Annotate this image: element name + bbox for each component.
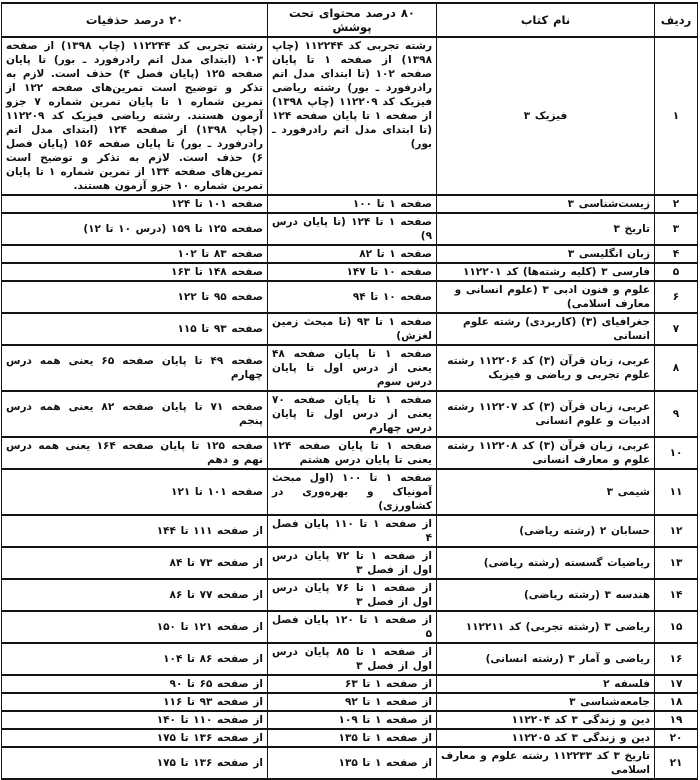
covered-content-cell: صفحه ۱ تا ۱۰۰	[268, 195, 437, 213]
deleted-content-cell: صفحه ۱۴۸ تا ۱۶۳	[2, 263, 268, 281]
book-name-cell: فلسفه ۲	[437, 675, 655, 693]
deleted-content-cell: صفحه ۱۰۱ تا ۱۲۴	[2, 195, 268, 213]
table-header-row	[2, 3, 698, 37]
deleted-content-cell: صفحه ۱۲۵ تا پایان صفحه ۱۶۴ یعنی همه درس نهم و دهم	[2, 437, 268, 469]
book-name-cell: شیمی ۳	[437, 469, 655, 515]
book-name-cell: عربی، زبان قرآن (۳) کد ۱۱۲۲۰۶ رشته علوم تجربی و ریاضی و فیزیک	[437, 345, 655, 391]
book-name-cell: زیست‌شناسی ۳	[437, 195, 655, 213]
deleted-content-cell: صفحه ۱۲۵ تا ۱۵۹ (درس ۱۰ تا ۱۲)	[2, 213, 268, 245]
covered-content-cell: صفحه ۱ تا پایان صفحه ۴۸ یعنی از درس اول تا پایان درس سوم	[268, 345, 437, 391]
covered-content-cell: صفحه ۱ تا ۸۲	[268, 245, 437, 263]
table-row	[2, 281, 698, 313]
row-number-cell: ۸	[655, 345, 698, 391]
row-number-cell: ۵	[655, 263, 698, 281]
deleted-content-cell: از صفحه ۱۱۰ تا ۱۴۰	[2, 711, 268, 729]
book-name-cell: فیزیک ۳	[437, 37, 655, 195]
table-row	[2, 515, 698, 547]
row-number-cell: ۳	[655, 213, 698, 245]
book-name-cell: جامعه‌شناسی ۳	[437, 693, 655, 711]
table-row	[2, 37, 698, 195]
table-row	[2, 747, 698, 779]
covered-content-cell: صفحه ۱ تا ۱۲۴ (تا پایان درس ۹)	[268, 213, 437, 245]
covered-content-cell: از صفحه ۱ تا ۱۲۰ پایان فصل ۵	[268, 611, 437, 643]
deleted-content-cell: رشته تجربی کد ۱۱۲۲۴۴ (چاپ ۱۳۹۸) از صفحه ۱۰۳ (ابتدای مدل اتم رادرفورد ـ بور) تا پایان صفحه ۱۲۵ (پایان فصل ۴) حذف است. لازم به تذکر و توضیح است تمرین‌های صفحه ۱۲۲ از تمرین شماره ۱ تا پایان تمرین شماره ۷ جزو آزمون هستند. رشته ریاضی فیزیک کد ۱۱۲۲۰۹ (چاپ ۱۳۹۸) از صفحه ۱۲۴ (ابتدای مدل اتم رادرفورد ـ بور) تا پایان صفحه ۱۵۶ (پایان فصل ۶) حذف است. لازم به تذکر و توضیح است تمرین‌های صفحه ۱۳۴ از تمرین شماره ۱ تا پایان تمرین شماره ۱۰ جزو آزمون هستند.	[2, 37, 268, 195]
covered-content-cell: صفحه ۱ تا پایان صفحه ۷۰ یعنی از درس اول تا پایان درس چهارم	[268, 391, 437, 437]
deleted-content-cell: از صفحه ۱۳۶ تا ۱۷۵	[2, 747, 268, 779]
covered-content-cell: صفحه ۱۰ تا ۱۴۷	[268, 263, 437, 281]
table-row	[2, 693, 698, 711]
table-row	[2, 313, 698, 345]
table-row	[2, 675, 698, 693]
row-number-cell: ۱۲	[655, 515, 698, 547]
row-number-cell: ۱۸	[655, 693, 698, 711]
table-row	[2, 391, 698, 437]
book-name-cell: حسابان ۲ (رشته ریاضی)	[437, 515, 655, 547]
deleted-content-cell: صفحه ۷۱ تا پایان صفحه ۸۲ یعنی همه درس پنجم	[2, 391, 268, 437]
covered-content-cell: از صفحه ۱ تا ۹۲	[268, 693, 437, 711]
book-name-cell: تاریخ ۳ کد ۱۱۲۲۳۳ رشته علوم و معارف اسلامی	[437, 747, 655, 779]
book-name-cell: دین و زندگی ۳ کد ۱۱۲۲۰۴	[437, 711, 655, 729]
deleted-content-cell: از صفحه ۱۲۱ تا ۱۵۰	[2, 611, 268, 643]
deleted-content-cell: از صفحه ۷۷ تا ۸۶	[2, 579, 268, 611]
table-row	[2, 213, 698, 245]
table-row	[2, 711, 698, 729]
row-number-cell: ۲	[655, 195, 698, 213]
book-name-cell: ریاضی ۳ (رشته تجربی) کد ۱۱۲۲۱۱	[437, 611, 655, 643]
header-deleted-content: ۲۰ درصد حذفیات	[2, 3, 268, 37]
covered-content-cell: صفحه ۱ تا ۹۳ (تا مبحث زمین لغزش)	[268, 313, 437, 345]
deleted-content-cell: صفحه ۴۹ تا پایان صفحه ۶۵ یعنی همه درس چهارم	[2, 345, 268, 391]
row-number-cell: ۷	[655, 313, 698, 345]
table-body	[2, 37, 698, 779]
row-number-cell: ۱۳	[655, 547, 698, 579]
book-name-cell: علوم و فنون ادبی ۳ (علوم انسانی و معارف اسلامی)	[437, 281, 655, 313]
deleted-content-cell: از صفحه ۸۶ تا ۱۰۴	[2, 643, 268, 675]
covered-content-cell: از صفحه ۱ تا ۶۳	[268, 675, 437, 693]
covered-content-cell: صفحه ۱ تا ۱۰۰ (اول مبحث آمونیاک و بهره‌وری در کشاورزی)	[268, 469, 437, 515]
covered-content-cell: صفحه ۱ تا پایان صفحه ۱۲۴ یعنی تا پایان درس هشتم	[268, 437, 437, 469]
row-number-cell: ۶	[655, 281, 698, 313]
covered-content-cell: از صفحه ۱ تا ۱۳۵	[268, 747, 437, 779]
covered-content-cell: از صفحه ۱ تا ۱۰۹	[268, 711, 437, 729]
table-row	[2, 245, 698, 263]
row-number-cell: ۱۵	[655, 611, 698, 643]
row-number-cell: ۲۰	[655, 729, 698, 747]
book-name-cell: جغرافیای (۳) (کاربردی) رشته علوم انسانی	[437, 313, 655, 345]
book-name-cell: عربی، زبان قرآن (۳) کد ۱۱۲۲۰۸ رشته علوم و معارف انسانی	[437, 437, 655, 469]
covered-content-cell: صفحه ۱۰ تا ۹۴	[268, 281, 437, 313]
table-row	[2, 729, 698, 747]
table-row	[2, 469, 698, 515]
covered-content-cell: رشته تجربی کد ۱۱۲۲۴۴ (چاپ ۱۳۹۸) از صفحه ۱ تا پایان صفحه ۱۰۲ (تا ابتدای مدل اتم رادرفورد ـ بور) رشته ریاضی فیزیک کد ۱۱۲۲۰۹ (چاپ ۱۳۹۸) از صفحه ۱ تا پایان صفحه ۱۲۴ (تا ابتدای مدل اتم رادرفورد ـ بور)	[268, 37, 437, 195]
deleted-content-cell: از صفحه ۹۳ تا ۱۱۶	[2, 693, 268, 711]
table-row	[2, 579, 698, 611]
row-number-cell: ۲۱	[655, 747, 698, 779]
table-row	[2, 437, 698, 469]
book-name-cell: ریاضیات گسسته (رشته ریاضی)	[437, 547, 655, 579]
header-row-number: ردیف	[655, 3, 698, 37]
row-number-cell: ۱۰	[655, 437, 698, 469]
coverage-table	[1, 2, 698, 780]
deleted-content-cell: از صفحه ۷۳ تا ۸۴	[2, 547, 268, 579]
deleted-content-cell: صفحه ۹۵ تا ۱۲۲	[2, 281, 268, 313]
deleted-content-cell: از صفحه ۱۳۶ تا ۱۷۵	[2, 729, 268, 747]
book-name-cell: ریاضی و آمار ۳ (رشته انسانی)	[437, 643, 655, 675]
covered-content-cell: از صفحه ۱ تا ۷۲ پایان درس اول از فصل ۳	[268, 547, 437, 579]
deleted-content-cell: صفحه ۱۰۱ تا ۱۲۱	[2, 469, 268, 515]
table-row	[2, 345, 698, 391]
book-name-cell: عربی، زبان قرآن (۳) کد ۱۱۲۲۰۷ رشته ادبیات و علوم انسانی	[437, 391, 655, 437]
book-name-cell: تاریخ ۳	[437, 213, 655, 245]
row-number-cell: ۱	[655, 37, 698, 195]
row-number-cell: ۹	[655, 391, 698, 437]
row-number-cell: ۱۹	[655, 711, 698, 729]
table-row	[2, 643, 698, 675]
covered-content-cell: از صفحه ۱ تا ۸۵ پایان درس اول از فصل ۳	[268, 643, 437, 675]
row-number-cell: ۱۷	[655, 675, 698, 693]
deleted-content-cell: از صفحه ۱۱۱ تا ۱۴۴	[2, 515, 268, 547]
row-number-cell: ۱۴	[655, 579, 698, 611]
deleted-content-cell: صفحه ۸۳ تا ۱۰۲	[2, 245, 268, 263]
header-covered-content: ۸۰ درصد محتوای تحت پوشش	[268, 3, 437, 37]
table-row	[2, 611, 698, 643]
table-row	[2, 195, 698, 213]
table-row	[2, 263, 698, 281]
covered-content-cell: از صفحه ۱ تا ۱۳۵	[268, 729, 437, 747]
covered-content-cell: از صفحه ۱ تا ۱۱۰ پایان فصل ۴	[268, 515, 437, 547]
book-name-cell: زبان انگلیسی ۳	[437, 245, 655, 263]
row-number-cell: ۱۶	[655, 643, 698, 675]
table-row	[2, 547, 698, 579]
book-name-cell: فارسی ۳ (کلیه رشته‌ها) کد ۱۱۲۲۰۱	[437, 263, 655, 281]
row-number-cell: ۱۱	[655, 469, 698, 515]
deleted-content-cell: از صفحه ۶۵ تا ۹۰	[2, 675, 268, 693]
deleted-content-cell: صفحه ۹۳ تا ۱۱۵	[2, 313, 268, 345]
book-name-cell: هندسه ۳ (رشته ریاضی)	[437, 579, 655, 611]
book-name-cell: دین و زندگی ۳ کد ۱۱۲۲۰۵	[437, 729, 655, 747]
covered-content-cell: از صفحه ۱ تا ۷۶ پایان درس اول از فصل ۳	[268, 579, 437, 611]
header-book-name: نام کتاب	[437, 3, 655, 37]
row-number-cell: ۴	[655, 245, 698, 263]
